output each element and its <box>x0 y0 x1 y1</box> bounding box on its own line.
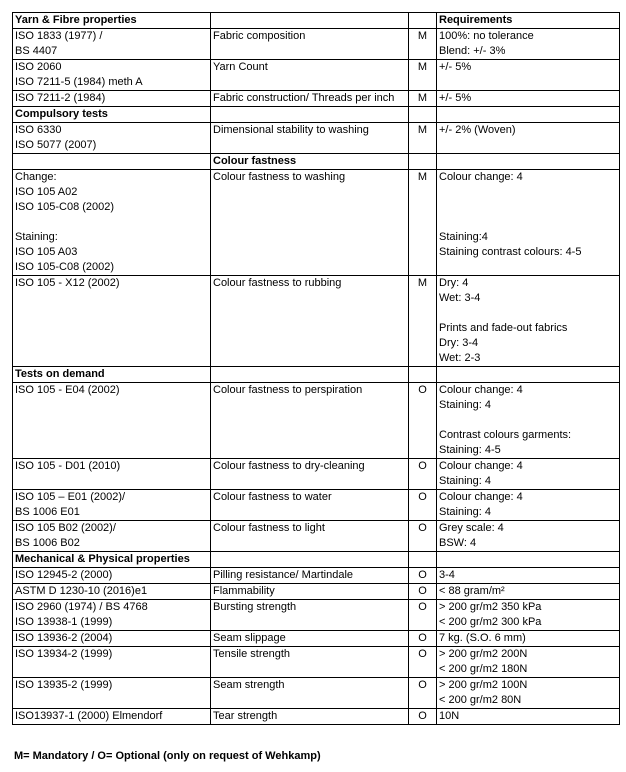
mandatory-optional-cell <box>409 367 437 383</box>
mandatory-optional-cell: M <box>409 60 437 91</box>
test-method-cell: ISO 2960 (1974) / BS 4768 ISO 13938-1 (1999) <box>13 600 211 631</box>
property-cell <box>211 107 409 123</box>
mandatory-optional-cell: O <box>409 490 437 521</box>
mandatory-optional-cell: M <box>409 170 437 276</box>
mandatory-optional-cell <box>409 13 437 29</box>
property-cell: Dimensional stability to washing <box>211 123 409 154</box>
mandatory-optional-cell: M <box>409 29 437 60</box>
section-header-row <box>13 367 620 383</box>
property-cell: Colour fastness to light <box>211 521 409 552</box>
mandatory-optional-cell <box>409 552 437 568</box>
requirement-cell: 10N <box>437 709 620 725</box>
table-row <box>13 60 620 91</box>
requirement-cell <box>437 107 620 123</box>
mandatory-optional-cell: O <box>409 631 437 647</box>
test-method-cell: ISO 2060 ISO 7211-5 (1984) meth A <box>13 60 211 91</box>
requirement-cell: Colour change: 4 Staining: 4 <box>437 490 620 521</box>
requirements-document <box>12 12 620 725</box>
table-row <box>13 276 620 367</box>
mandatory-optional-cell: O <box>409 678 437 709</box>
mandatory-optional-cell: O <box>409 647 437 678</box>
table-row <box>13 170 620 276</box>
test-method-cell: Change: ISO 105 A02 ISO 105-C08 (2002) Staining: ISO 105 A03 ISO 105-C08 (2002) <box>13 170 211 276</box>
test-method-cell: ISO 13936-2 (2004) <box>13 631 211 647</box>
table-row <box>13 678 620 709</box>
mandatory-optional-cell: O <box>409 521 437 552</box>
requirement-cell: Colour change: 4 Staining:4 Staining contrast colours: 4-5 <box>437 170 620 276</box>
mandatory-optional-cell: O <box>409 584 437 600</box>
test-method-cell: ISO 1833 (1977) / BS 4407 <box>13 29 211 60</box>
requirement-cell: Colour change: 4 Staining: 4 <box>437 459 620 490</box>
test-method-cell: ISO 105 - E04 (2002) <box>13 383 211 459</box>
property-cell <box>211 13 409 29</box>
test-method-cell: ISO 105 - D01 (2010) <box>13 459 211 490</box>
property-cell: Colour fastness to dry-cleaning <box>211 459 409 490</box>
requirements-table-body <box>13 13 620 725</box>
mandatory-optional-cell <box>409 154 437 170</box>
mandatory-optional-cell: M <box>409 276 437 367</box>
property-cell: Colour fastness to washing <box>211 170 409 276</box>
section-header-row <box>13 13 620 29</box>
test-method-cell: ISO 13934-2 (1999) <box>13 647 211 678</box>
property-cell: Fabric composition <box>211 29 409 60</box>
property-cell: Colour fastness to water <box>211 490 409 521</box>
property-cell: Tensile strength <box>211 647 409 678</box>
property-cell: Bursting strength <box>211 600 409 631</box>
legend-footnote: M= Mandatory / O= Optional (only on request of Wehkamp) <box>14 750 321 762</box>
requirement-cell: 3-4 <box>437 568 620 584</box>
table-row <box>13 459 620 490</box>
requirement-cell: +/- 2% (Woven) <box>437 123 620 154</box>
property-cell: Flammability <box>211 584 409 600</box>
property-cell: Yarn Count <box>211 60 409 91</box>
table-row <box>13 600 620 631</box>
requirement-cell: > 200 gr/m2 350 kPa < 200 gr/m2 300 kPa <box>437 600 620 631</box>
mandatory-optional-cell: O <box>409 459 437 490</box>
mandatory-optional-cell: O <box>409 568 437 584</box>
test-method-cell: ASTM D 1230-10 (2016)e1 <box>13 584 211 600</box>
property-cell: Seam slippage <box>211 631 409 647</box>
requirement-cell: +/- 5% <box>437 91 620 107</box>
test-method-cell: ISO 12945-2 (2000) <box>13 568 211 584</box>
requirement-cell <box>437 552 620 568</box>
table-row <box>13 123 620 154</box>
property-cell: Colour fastness to rubbing <box>211 276 409 367</box>
table-row <box>13 490 620 521</box>
requirement-cell: > 200 gr/m2 100N < 200 gr/m2 80N <box>437 678 620 709</box>
test-method-cell: ISO13937-1 (2000) Elmendorf <box>13 709 211 725</box>
requirement-cell: > 200 gr/m2 200N < 200 gr/m2 180N <box>437 647 620 678</box>
test-method-cell: ISO 105 B02 (2002)/ BS 1006 B02 <box>13 521 211 552</box>
requirement-cell: Colour change: 4 Staining: 4 Contrast colours garments: Staining: 4-5 <box>437 383 620 459</box>
mandatory-optional-cell: M <box>409 91 437 107</box>
test-method-cell: ISO 13935-2 (1999) <box>13 678 211 709</box>
section-header-row <box>13 154 620 170</box>
table-row <box>13 709 620 725</box>
requirement-cell <box>437 154 620 170</box>
property-cell <box>211 367 409 383</box>
test-method-cell: Tests on demand <box>13 367 211 383</box>
requirement-cell: Grey scale: 4 BSW: 4 <box>437 521 620 552</box>
property-cell: Tear strength <box>211 709 409 725</box>
table-row <box>13 584 620 600</box>
mandatory-optional-cell <box>409 107 437 123</box>
test-method-cell <box>13 154 211 170</box>
section-header-row <box>13 552 620 568</box>
test-method-cell: Compulsory tests <box>13 107 211 123</box>
requirement-cell: < 88 gram/m² <box>437 584 620 600</box>
requirement-cell: Requirements <box>437 13 620 29</box>
table-row <box>13 383 620 459</box>
property-cell: Colour fastness <box>211 154 409 170</box>
requirement-cell: Dry: 4 Wet: 3-4 Prints and fade-out fabrics Dry: 3-4 Wet: 2-3 <box>437 276 620 367</box>
requirements-table <box>12 12 620 725</box>
property-cell: Pilling resistance/ Martindale <box>211 568 409 584</box>
test-method-cell: Mechanical & Physical properties <box>13 552 211 568</box>
test-method-cell: ISO 7211-2 (1984) <box>13 91 211 107</box>
section-header-row <box>13 107 620 123</box>
mandatory-optional-cell: M <box>409 123 437 154</box>
property-cell: Colour fastness to perspiration <box>211 383 409 459</box>
test-method-cell: Yarn & Fibre properties <box>13 13 211 29</box>
mandatory-optional-cell: O <box>409 383 437 459</box>
table-row <box>13 91 620 107</box>
test-method-cell: ISO 105 - X12 (2002) <box>13 276 211 367</box>
mandatory-optional-cell: O <box>409 709 437 725</box>
table-row <box>13 631 620 647</box>
requirement-cell: +/- 5% <box>437 60 620 91</box>
requirement-cell <box>437 367 620 383</box>
table-row <box>13 568 620 584</box>
table-row <box>13 647 620 678</box>
requirement-cell: 7 kg. (S.O. 6 mm) <box>437 631 620 647</box>
property-cell <box>211 552 409 568</box>
table-row <box>13 521 620 552</box>
property-cell: Seam strength <box>211 678 409 709</box>
table-row <box>13 29 620 60</box>
mandatory-optional-cell: O <box>409 600 437 631</box>
test-method-cell: ISO 105 – E01 (2002)/ BS 1006 E01 <box>13 490 211 521</box>
test-method-cell: ISO 6330 ISO 5077 (2007) <box>13 123 211 154</box>
property-cell: Fabric construction/ Threads per inch <box>211 91 409 107</box>
requirement-cell: 100%: no tolerance Blend: +/- 3% <box>437 29 620 60</box>
